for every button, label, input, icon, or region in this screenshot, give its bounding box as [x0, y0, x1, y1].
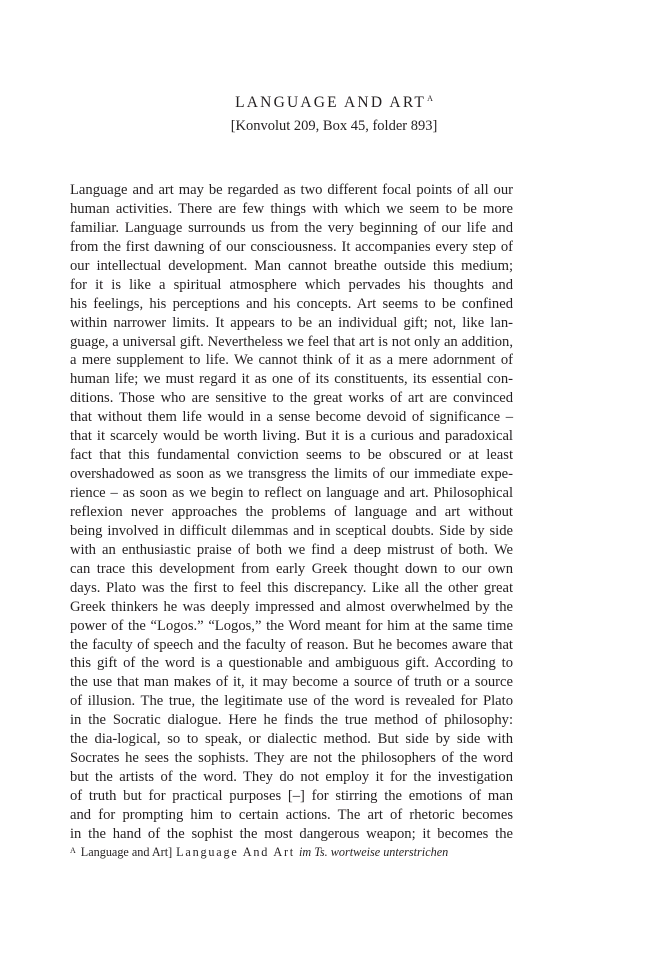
text-line: the faculty of speech and the faculty of reason. But he becomes aware that	[70, 636, 513, 653]
text-line: within narrower limits. It appears to be an individual gift; not, like lan-	[70, 314, 513, 331]
text-line: power of the “Logos.” “Logos,” the Word meant for him at the same time	[70, 617, 513, 634]
text-line: our intellectual development. Man cannot breathe outside this medium;	[70, 257, 513, 274]
text-line: Greek thinkers he was deeply impressed and almost overwhelmed by the	[70, 598, 513, 615]
text-line: can trace this development from early Greek thought down to our own	[70, 560, 513, 577]
heading-block	[0, 88, 650, 137]
text-line: and for prompting him to certain actions. The art of rhetoric becomes	[70, 806, 513, 823]
text-line: human life; we must regard it as one of its constituents, its essential con-	[70, 371, 513, 388]
footnote-italic-note: im Ts. wortweise unterstrichen	[299, 845, 449, 859]
text-line: of illusion. The true, the legitimate use of the word is revealed for Plato	[70, 693, 513, 710]
text-line: this gift of the word is a questionable and ambiguous gift. According to	[70, 655, 513, 672]
body-text	[70, 181, 513, 844]
text-line: of truth but for practical purposes [–] for stirring the emotions of man	[70, 788, 513, 804]
text-line: that without them life would in a sense become devoid of significance –	[70, 409, 513, 426]
text-line: rience – as soon as we begin to reflect on language and art. Philosophical	[70, 485, 513, 501]
text-line: overshadowed as soon as we transgress the limits of our immediate expe-	[70, 466, 513, 483]
footnote-spaced-text: Language And Art	[176, 845, 295, 859]
text-line: guage, a universal gift. Nevertheless we feel that art is not only an addition,	[70, 333, 513, 350]
text-line: in the Socratic dialogue. Here he finds the true method of philosophy:	[70, 712, 513, 729]
text-line: Language and art may be regarded as two different focal points of all our	[70, 182, 513, 198]
text-line: a mere supplement to life. We cannot think of it as a mere adornment of	[70, 352, 513, 369]
footnote-marker: A	[70, 846, 76, 855]
text-line: fact that this fundamental conviction seems to be obscured or at least	[70, 447, 513, 464]
text-line: reflexion never approaches the problems of language and art without	[70, 503, 513, 520]
text-line: for it is like a spiritual atmosphere which pervades his thoughts and	[70, 276, 513, 293]
text-line: with an enthusiastic praise of both we find a deep mistrust of both. We	[70, 541, 513, 558]
footnote	[70, 843, 448, 860]
text-line: the use that man makes of it, it may become a source of truth or a source	[70, 674, 513, 691]
text-line: but the artists of the word. They do not employ it for the investigation	[70, 769, 513, 786]
text-line: the dia-logical, so to speak, or dialectic method. But side by side with	[70, 731, 513, 748]
footnote-lemma: Language and Art]	[80, 845, 173, 859]
text-line: familiar. Language surrounds us from the very beginning of our life and	[70, 219, 513, 236]
text-line: days. Plato was the first to feel this discrepancy. Like all the other great	[70, 579, 513, 596]
text-line: from the first dawning of our consciousness. It accompanies every step of	[70, 238, 513, 255]
text-line: Socrates he sees the sophists. They are not the philosophers of the word	[70, 750, 513, 767]
archive-reference: [Konvolut 209, Box 45, folder 893]	[230, 118, 438, 134]
footnote-reference-marker: A	[427, 94, 433, 103]
text-line: that it scarcely would be worth living. But it is a curious and paradoxical	[70, 428, 513, 445]
text-line: in the hand of the sophist the most dangerous weapon; it becomes the	[70, 825, 513, 842]
text-line: his feelings, his perceptions and his concepts. Art seems to be confined	[70, 295, 513, 312]
text-line: ditions. Those who are sensitive to the great works of art are convinced	[70, 390, 513, 407]
chapter-title	[18, 88, 650, 114]
text-line: human activities. There are few things with which we seem to be more	[70, 200, 513, 217]
chapter-title-text: LANGUAGE AND ART	[235, 94, 427, 111]
text-line: being involved in difficult dilemmas and in sceptical doubts. Side by side	[70, 522, 513, 539]
